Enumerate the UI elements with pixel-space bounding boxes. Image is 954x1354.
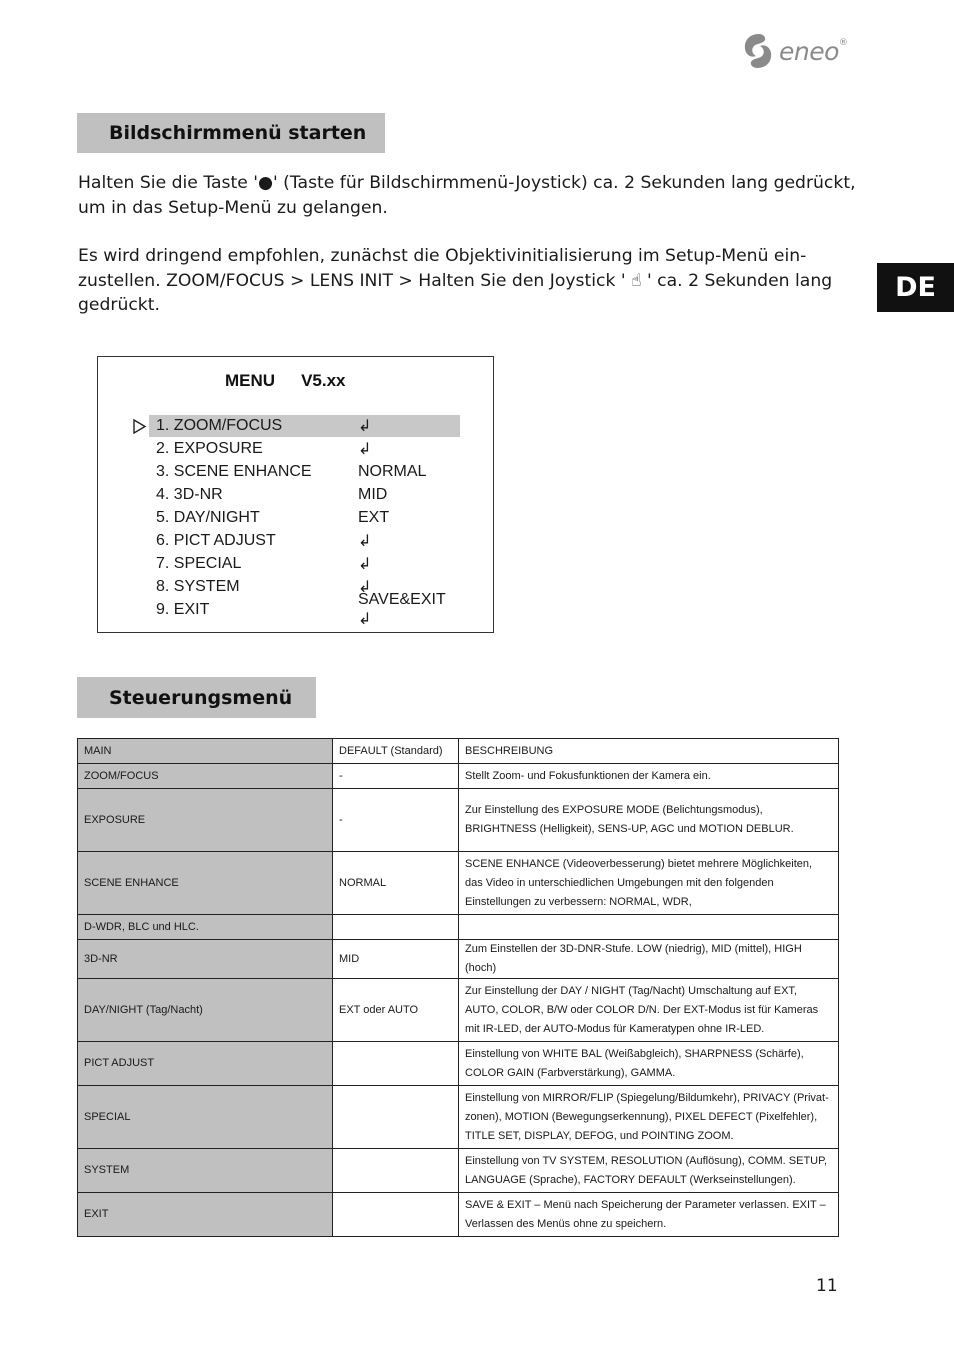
table-cell: SCENE ENHANCE (Videoverbesserung) bietet mehrere Möglichkeiten, das Video in unterschiedlichen Umgebungen mit den folgenden Einstellungen zu verbessern: NORMAL, WDR,	[459, 852, 839, 915]
osd-item-label: 1. ZOOM/FOCUS	[156, 417, 283, 434]
table-cell: ZOOM/FOCUS	[78, 764, 333, 789]
osd-menu-item[interactable]	[149, 484, 460, 506]
osd-menu-item[interactable]	[149, 415, 460, 437]
table-cell: SAVE & EXIT – Menü nach Speicherung der Parameter verlassen. EXIT – Verlassen des Menüs ohne zu speichern.	[459, 1193, 839, 1237]
table-cell	[333, 1193, 459, 1237]
table-row	[78, 1149, 839, 1193]
section-heading-start-menu: Bildschirmmenü starten	[77, 113, 385, 153]
osd-item-value: EXT	[358, 509, 390, 526]
table-cell: PICT ADJUST	[78, 1042, 333, 1086]
table-row	[78, 915, 839, 940]
logo-text: eneo	[779, 36, 839, 66]
osd-item-label: 5. DAY/NIGHT	[156, 509, 260, 526]
osd-menu-item[interactable]	[149, 591, 460, 628]
osd-version: V5.xx	[301, 371, 346, 390]
selection-cursor-icon	[132, 419, 147, 434]
table-header-row	[78, 739, 839, 764]
page-number: 11	[816, 1276, 838, 1296]
table-row	[78, 1193, 839, 1237]
table-row	[78, 764, 839, 789]
osd-menu-item[interactable]	[149, 530, 460, 552]
table-cell: NORMAL	[333, 852, 459, 915]
table-cell: Einstellung von TV SYSTEM, RESOLUTION (Auflösung), COMM. SETUP, LANGUAGE (Sprache), FACTORY DEFAULT (Werkseinstellungen).	[459, 1149, 839, 1193]
table-row	[78, 789, 839, 852]
table-cell: D-WDR, BLC und HLC.	[78, 915, 333, 940]
table-cell: EXPOSURE	[78, 789, 333, 852]
table-cell: -	[333, 764, 459, 789]
table-cell	[333, 915, 459, 940]
table-cell	[333, 1086, 459, 1149]
osd-item-label: 2. EXPOSURE	[156, 440, 263, 457]
section-heading-control-menu: Steuerungsmenü	[77, 677, 316, 718]
osd-item-value: ↲	[358, 579, 372, 596]
table-cell	[333, 1042, 459, 1086]
table-row	[78, 979, 839, 1042]
table-header-cell: DEFAULT (Standard)	[333, 739, 459, 764]
osd-item-value: ↲	[358, 418, 372, 435]
osd-item-label: 8. SYSTEM	[156, 578, 240, 595]
osd-item-value: NORMAL	[358, 463, 427, 480]
table-row	[78, 940, 839, 979]
table-cell: Zur Einstellung des EXPOSURE MODE (Belichtungsmodus), BRIGHTNESS (Helligkeit), SENS-UP, AGC und MOTION DEBLUR.	[459, 789, 839, 852]
osd-item-label: 9. EXIT	[156, 601, 210, 618]
brand-logo	[741, 30, 848, 72]
osd-menu-item[interactable]	[149, 553, 460, 575]
table-cell: Einstellung von MIRROR/FLIP (Spiegelung/Bildumkehr), PRIVACY (Privat-zonen), MOTION (Bewegungserkennung), PIXEL DEFECT (Pixelfehler), TITLE SET, DISPLAY, DEFOG, und POINTING ZOOM.	[459, 1086, 839, 1149]
osd-item-value: ↲	[358, 556, 372, 573]
osd-menu-item[interactable]	[149, 507, 460, 529]
osd-item-value: ↲	[358, 533, 372, 550]
table-row	[78, 1042, 839, 1086]
osd-item-label: 7. SPECIAL	[156, 555, 242, 572]
table-cell	[333, 1149, 459, 1193]
eneo-logo-icon	[741, 31, 775, 71]
table-cell: -	[333, 789, 459, 852]
table-cell: Zum Einstellen der 3D-DNR-Stufe. LOW (niedrig), MID (mittel), HIGH (hoch)	[459, 940, 839, 979]
osd-item-label: 4. 3D-NR	[156, 486, 223, 503]
logo-registered-mark: ®	[838, 38, 848, 48]
osd-item-value: MID	[358, 486, 388, 503]
table-cell: Stellt Zoom- und Fokusfunktionen der Kamera ein.	[459, 764, 839, 789]
osd-item-value: SAVE&EXIT ↲	[358, 591, 446, 628]
table-cell: Zur Einstellung der DAY / NIGHT (Tag/Nacht) Umschaltung auf EXT, AUTO, COLOR, B/W oder COLOR D/N. Der EXT-Modus ist für Kameras mit IR-LED, der AUTO-Modus für Kameratypen ohne IR-LED.	[459, 979, 839, 1042]
table-header-cell: BESCHREIBUNG	[459, 739, 839, 764]
control-menu-table	[77, 738, 839, 1237]
table-cell: SCENE ENHANCE	[78, 852, 333, 915]
table-cell: MID	[333, 940, 459, 979]
table-cell: Einstellung von WHITE BAL (Weißabgleich), SHARPNESS (Schärfe), COLOR GAIN (Farbverstärkung), GAMMA.	[459, 1042, 839, 1086]
osd-menu-title	[225, 371, 346, 391]
table-row	[78, 852, 839, 915]
table-cell: EXIT	[78, 1193, 333, 1237]
table-cell: SPECIAL	[78, 1086, 333, 1149]
table-cell: 3D-NR	[78, 940, 333, 979]
table-cell: DAY/NIGHT (Tag/Nacht)	[78, 979, 333, 1042]
table-row	[78, 1086, 839, 1149]
language-tab: DE	[877, 263, 954, 312]
table-cell: EXT oder AUTO	[333, 979, 459, 1042]
paragraph-press-button: Halten Sie die Taste '●' (Taste für Bildschirmmenü-Joystick) ca. 2 Sekunden lang gedrückt, um in das Setup-Menü zu gelangen.	[78, 173, 856, 218]
paragraph-lens-init: Es wird dringend empfohlen, zunächst die Objektivinitialisierung im Setup-Menü ein-zustellen. ZOOM/FOCUS > LENS INIT > Halten Sie den Joystick ' ☝ ' ca. 2 Sekunden lang gedrückt.	[78, 246, 833, 315]
osd-item-value: ↲	[358, 441, 372, 458]
osd-item-label: 6. PICT ADJUST	[156, 532, 276, 549]
table-cell	[459, 915, 839, 940]
table-header-cell: MAIN	[78, 739, 333, 764]
osd-menu-item[interactable]	[149, 438, 460, 460]
osd-item-label: 3. SCENE ENHANCE	[156, 463, 312, 480]
table-cell: SYSTEM	[78, 1149, 333, 1193]
osd-menu-item[interactable]	[149, 461, 460, 483]
osd-title-text: MENU	[225, 371, 276, 390]
osd-menu-screen	[97, 356, 494, 633]
